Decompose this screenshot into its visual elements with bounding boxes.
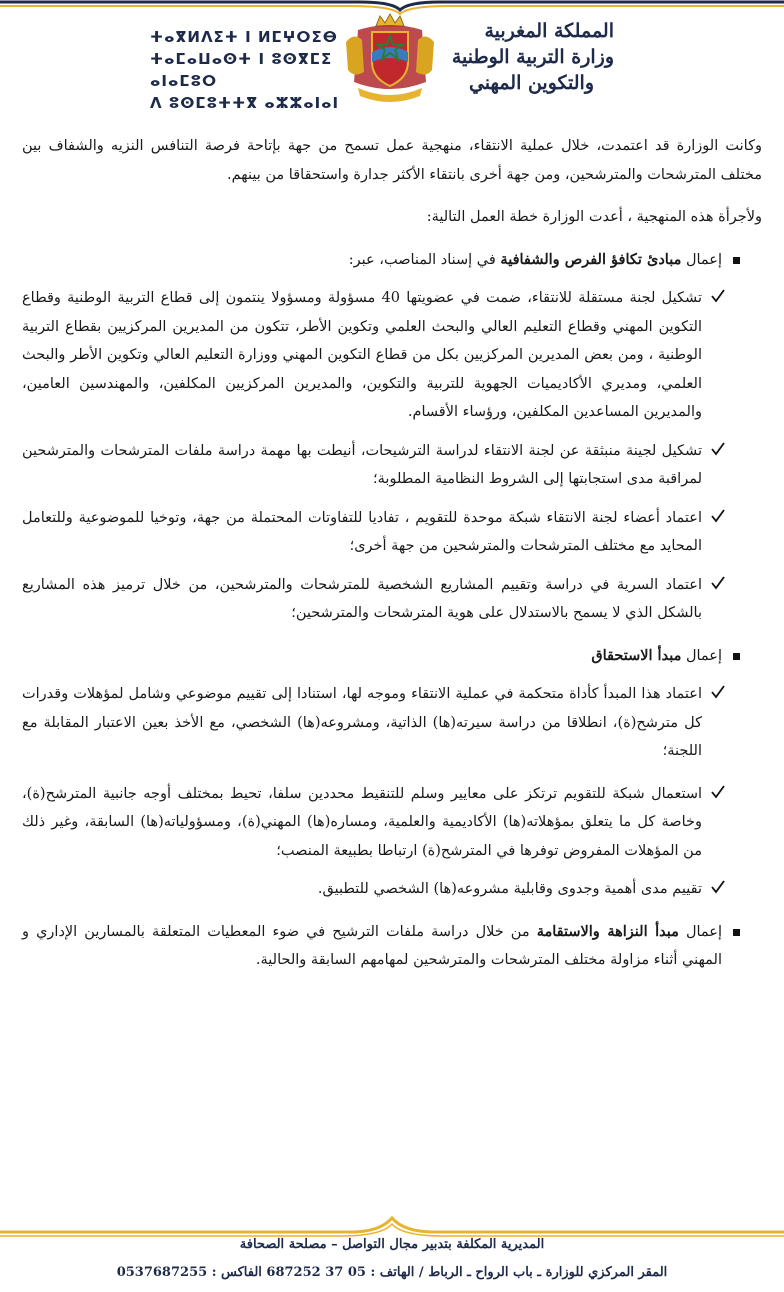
- tifinagh-line-3: ⴷ ⵓⵙⵎⵓⵜⵜⴳ ⴰⵣⵣⴰⵏⴰⵏ: [150, 94, 340, 112]
- letterhead: [0, 8, 784, 112]
- check-list-item: تشكيل لجنة مستقلة للانتقاء، ضمت في عضويتها 40 مسؤولة ومسؤولا ينتمون إلى قطاع التربية الوطنية وقطاع التكوين المهني وقطاع التعليم العالي والبحث العلمي وتكوين الأطر، تتكون من المديرين المركزيين بقطاع التربية الوطنية ، ومن بعض المديرين المركزيين بكل من قطاع التكوين المهني ووزارة التعليم العالي وتكوين الأطر والبحث العلمي، ومديري الأكاديميات الجهوية للتربية والتكوين، والمديرين المركزيين المكلفين، والمهندسين العامين، والمديرين المساعدين المكلفين، ورؤساء الأقسام.: [22, 284, 762, 427]
- section-1-bold: مبادئ تكافؤ الفرص والشفافية: [500, 250, 682, 268]
- square-bullet-icon: [733, 653, 740, 660]
- footer-department: المديرية المكلفة بتدبير مجال التواصل – مصلحة الصحافة: [239, 1237, 545, 1252]
- check-list-item: اعتماد السرية في دراسة وتقييم المشاريع الشخصية للمترشحات والمترشحين، من خلال ترميز هذه المشاريع بالشكل الذي لا يسمح بالاستدلال على هوية المترشحات والمترشحين؛: [22, 571, 762, 628]
- section-3-bold: مبدأ النزاهة والاستقامة: [536, 922, 679, 940]
- tifinagh-line-1: ⵜⴰⴳⵍⴷⵉⵜ ⵏ ⵍⵎⵖⵔⵉⴱ: [150, 28, 338, 46]
- checkmark-icon: [710, 684, 726, 700]
- check-list-item: تشكيل لجينة منبثقة عن لجنة الانتقاء لدراسة الترشيحات، أنيطت بها مهمة دراسة ملفات المترشحات والمترشحين لمراقبة مدى استجابتها إلى الشروط النظامية المطلوبة؛: [22, 437, 762, 494]
- checkmark-icon: [710, 288, 726, 304]
- check-list-item: استعمال شبكة للتقويم ترتكز على معايير وسلم للتنقيط محددين سلفا، تحيط بمختلف أوجه جانبية المترشح(ة)، وخاصة كل ما يتعلق بمؤهلاته(ها) الأكاديمية والعلمية، ومساره(ها) المهني(ة)، ومسؤولياته(ها) السابقة، وغير ذلك من المؤهلات المفروض توفرها في المترشح(ة) ارتباطا بطبيعة المنصب؛: [22, 780, 762, 866]
- intro-paragraph-2: ولأجرأة هذه المنهجية ، أعدت الوزارة خطة العمل التالية:: [426, 209, 762, 225]
- checkmark-icon: [710, 784, 726, 800]
- checkmark-icon: [710, 508, 726, 524]
- square-bullet-icon: [733, 257, 740, 264]
- ministry-subtitle: والتكوين المهني: [468, 72, 594, 94]
- section-2-heading: إعمال مبدأ الاستحقاق: [22, 642, 762, 671]
- letterhead-arabic: [424, 18, 614, 96]
- intro-paragraph-1: وكانت الوزارة قد اعتمدت، خلال عملية الانتقاء، منهجية عمل تسمح من جهة بإتاحة فرصة التنافس النزيه والشفاف بين مختلف المترشحات والمترشحين، ومن جهة أخرى بانتقاء الأكثر جدارة واستحقاقا من بينهم.: [22, 138, 762, 183]
- checkmark-icon: [710, 879, 726, 895]
- footer: [0, 1232, 784, 1288]
- document-body: [22, 132, 762, 975]
- checkmark-icon: [710, 575, 726, 591]
- check-list-item: اعتماد أعضاء لجنة الانتقاء شبكة موحدة للتقويم ، تفاديا للتفاوتات المحتملة من جهة، وتوخيا للموضوعية وللتعامل المحايد مع مختلف المترشحات والمترشحين من جهة أخرى؛: [22, 504, 762, 561]
- tifinagh-line-2: ⵜⴰⵎⴰⵡⴰⵙⵜ ⵏ ⵓⵙⴳⵎⵉ ⴰⵏⴰⵎⵓⵔ: [150, 50, 333, 90]
- footer-address: المقر المركزي للوزارة ـ باب الرواح ـ الرباط / الهاتف : 05 37 687252 الفاكس : 0537687255: [116, 1265, 668, 1280]
- section-2-bold: مبدأ الاستحقاق: [591, 646, 682, 664]
- square-bullet-icon: [733, 929, 740, 936]
- section-3-paragraph: إعمال مبدأ النزاهة والاستقامة من خلال دراسة ملفات الترشيح في ضوء المعطيات المتعلقة بالمسارين الإداري و المهني أثناء مزاولة مختلف المترشحات والمترشحين لمهامهم السابقة والحالية.: [22, 918, 762, 975]
- check-list-item: تقييم مدى أهمية وجدوى وقابلية مشروعه(ها) الشخصي للتطبيق.: [22, 875, 762, 904]
- checkmark-icon: [710, 441, 726, 457]
- kingdom-title: المملكة المغربية: [484, 20, 614, 42]
- letterhead-tifinagh: [150, 26, 360, 114]
- check-list-item: اعتماد هذا المبدأ كأداة متحكمة في عملية الانتقاء وموجه لها، استنادا إلى تقييم موضوعي وشامل لمؤهلات وقدرات كل مترشح(ة)، انطلاقا من دراسة سيرته(ها) الذاتية، ومشروعه(ها) الشخصي، مع الأخذ بعين الاعتبار المقابلة مع اللجنة؛: [22, 680, 762, 766]
- section-1-heading: إعمال مبادئ تكافؤ الفرص والشفافية في إسناد المناصب، عبر:: [22, 246, 762, 275]
- ministry-title: وزارة التربية الوطنية: [451, 46, 614, 68]
